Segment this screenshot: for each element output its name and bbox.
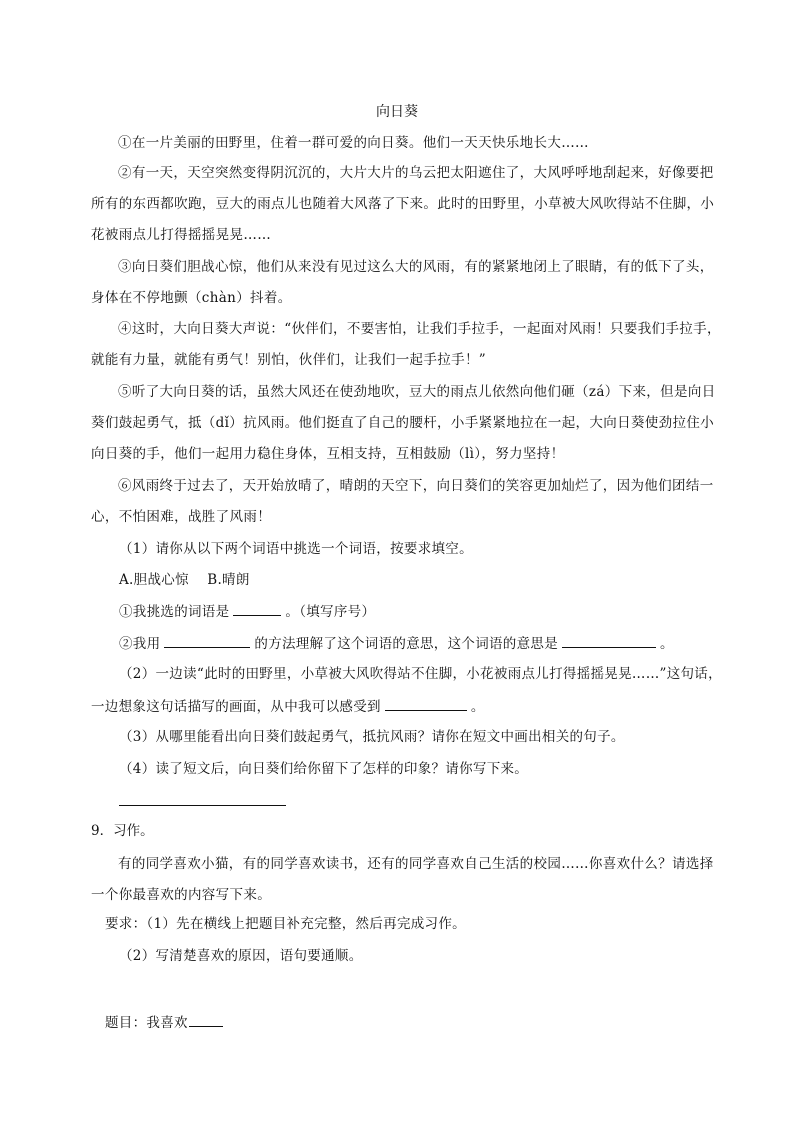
paragraph-6: ⑥风雨终于过去了，天开始放晴了，晴朗的天空下，向日葵们的笑容更加灿烂了，因为他们团结一心，不怕困难，战胜了风雨！ [91,478,714,525]
answer-blank-choice[interactable] [233,601,281,616]
answer-blank-feeling[interactable] [385,696,467,711]
sub-2-suffix: 。 [660,636,674,652]
sub-2-prefix: ②我用 [119,636,161,652]
sub-2-middle: 的方法理解了这个词语的意思，这个词语的意思是 [254,636,559,652]
sub-1-suffix: 。（填写序号） [285,604,376,620]
paragraph-4: ④这时，大向日葵大声说：“伙伴们，不要害怕，让我们手拉手，一起面对风雨！只要我们手拉手，就能有力量，就能有勇气！别怕，伙伴们，让我们一起手拉手！” [91,321,721,368]
essay-topic-label: 题目：我喜欢 [105,1015,188,1031]
question-1-options: A.胆战心惊 B.晴朗 [119,572,250,588]
sub-1-prefix: ①我挑选的词语是 [119,604,230,620]
q2-line-2-suffix: 。 [470,699,485,715]
essay-topic-blank[interactable] [189,1012,223,1027]
question-4-answer-line[interactable] [119,805,286,806]
paragraph-5: ⑤听了大向日葵的话，虽然大风还在使劲地吹，豆大的雨点儿依然向他们砸（zá）下来，但是向日葵们鼓起勇气，抵（dǐ）抗风雨。他们挺直了自己的腰杆，小手紧紧地拉在一起，大向日葵使劲拉住小向日葵的手，他们一起用力稳住身体，互相支持，互相鼓励（lì），努力坚持！ [91,384,716,462]
paragraph-2: ②有一天，天空突然变得阴沉沉的，大片大片的乌云把太阳遮住了，大风呼呼地刮起来，好像要把所有的东西都吹跑，豆大的雨点儿也随着大风落了下来。此时的田野里，小草被大风吹得站不住脚，小花被雨点儿打得摇摇晃晃…… [91,165,715,243]
question-2-line-1: （2）一边读“此时的田野里，小草被大风吹得站不住脚，小花被雨点儿打得摇摇晃晃……”这句话， [119,666,722,682]
question-4: （4）读了短文后，向日葵们给你留下了怎样的印象？请你写下来。 [119,761,529,777]
q2-line-2-prefix: 一边想象这句话描写的画面，从中我可以感受到 [91,699,381,715]
answer-blank-meaning[interactable] [562,633,656,648]
question-3: （3）从哪里能看出向日葵们鼓起勇气，抵抗风雨？请你在短文中画出相关的句子。 [119,729,625,745]
paragraph-3: ③向日葵们胆战心惊，他们从来没有见过这么大的风雨，有的紧紧地闭上了眼睛，有的低下了头，身体在不停地颤（chàn）抖着。 [91,259,714,306]
essay-intro: 有的同学喜欢小猫，有的同学喜欢读书，还有的同学喜欢自己生活的校园……你喜欢什么？请选择一个你最喜欢的内容写下来。 [91,856,714,903]
essay-topic [105,1012,227,1033]
question-2-line-2 [91,696,485,717]
essay-number: 9．习作。 [91,823,154,839]
question-1-sub-1 [119,601,375,622]
question-1-prompt: （1）请你从以下两个词语中挑选一个词语，按要求填空。 [119,541,473,557]
answer-blank-method[interactable] [164,633,250,648]
essay-requirement-1: 要求：（1）先在横线上把题目补充完整，然后再完成习作。 [105,916,466,932]
article-title: 向日葵 [376,104,418,120]
essay-requirement-2: （2）写清楚喜欢的原因，语句要通顺。 [119,948,363,964]
question-1-sub-2 [119,633,674,654]
paragraph-1: ①在一片美丽的田野里，住着一群可爱的向日葵。他们一天天快乐地长大…… [118,135,589,151]
